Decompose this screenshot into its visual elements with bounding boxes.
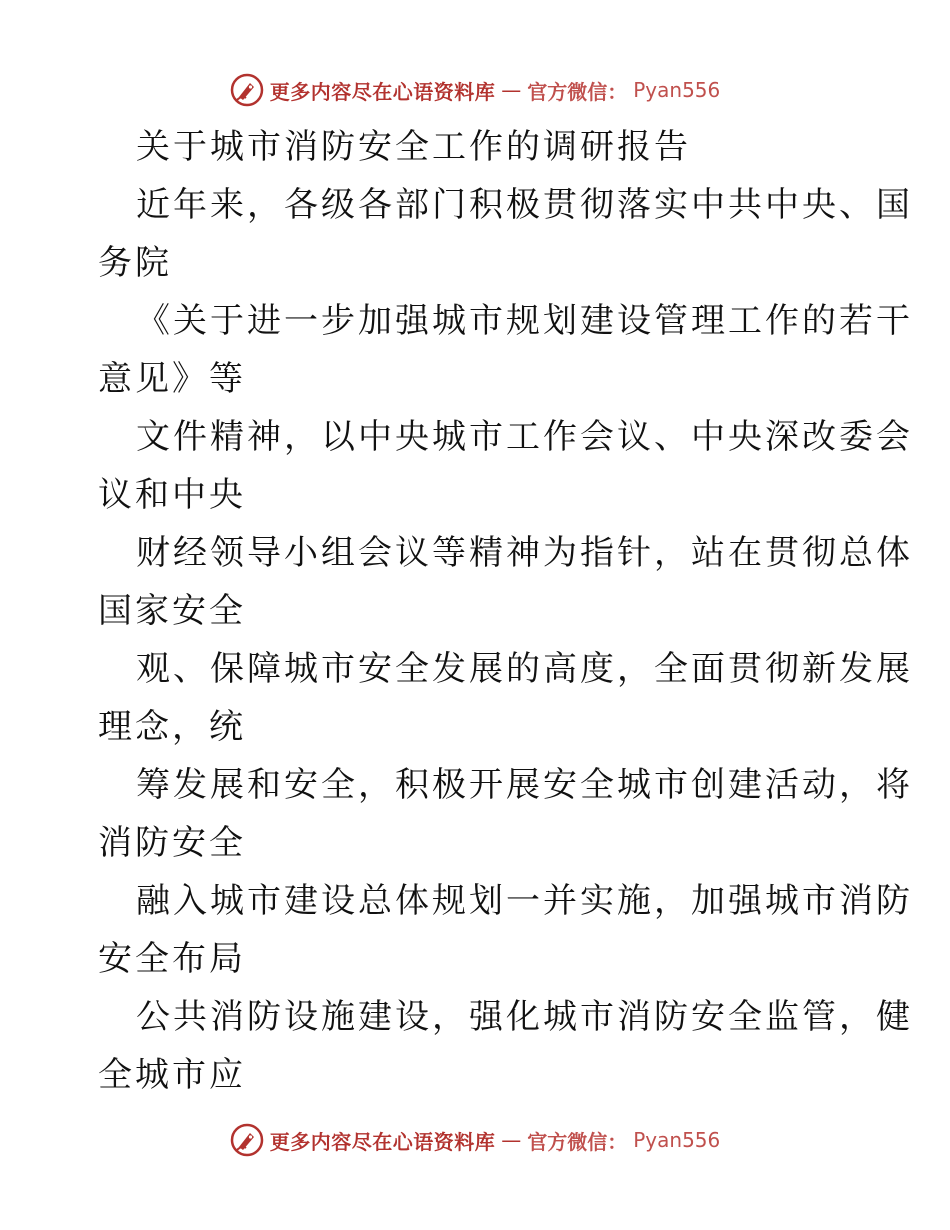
pen-logo-icon <box>230 73 264 107</box>
watermark-text: 更多内容尽在心语资料库 <box>269 1129 496 1154</box>
paragraph-line: 财经领导小组会议等精神为指针，站在贯彻总体 <box>136 533 913 573</box>
paragraph-line: 议和中央 <box>98 475 246 515</box>
paragraph-line: 近年来，各级各部门积极贯彻落实中共中央、国 <box>136 185 913 225</box>
watermark-wechat-label: 官方微信： <box>527 79 628 104</box>
paragraph-line: 文件精神，以中央城市工作会议、中央深改委会 <box>136 417 913 457</box>
pen-logo-icon <box>230 1123 264 1157</box>
header-watermark <box>0 70 950 110</box>
watermark-wechat-label: 官方微信： <box>527 1129 628 1154</box>
watermark-text: 更多内容尽在心语资料库 <box>269 79 496 104</box>
paragraph-line: 理念，统 <box>98 707 246 747</box>
paragraph-line: 融入城市建设总体规划一并实施，加强城市消防 <box>136 881 913 921</box>
document-title: 关于城市消防安全工作的调研报告 <box>136 127 691 167</box>
paragraph-line: 观、保障城市安全发展的高度，全面贯彻新发展 <box>136 649 913 689</box>
document-body <box>98 118 913 1104</box>
paragraph-line: 意见》等 <box>98 359 246 399</box>
paragraph-line: 全城市应 <box>98 1055 246 1095</box>
paragraph-line: 安全布局 <box>98 939 246 979</box>
paragraph-line: 筹发展和安全，积极开展安全城市创建活动，将 <box>136 765 913 805</box>
paragraph-line: 消防安全 <box>98 823 246 863</box>
paragraph-line: 国家安全 <box>98 591 246 631</box>
paragraph-line: 《关于进一步加强城市规划建设管理工作的若干 <box>136 301 913 341</box>
watermark-dash: — <box>501 78 522 102</box>
footer-watermark <box>0 1120 950 1160</box>
paragraph-line: 公共消防设施建设，强化城市消防安全监管，健 <box>136 997 913 1037</box>
watermark-wechat-id: Pyan556 <box>633 78 721 102</box>
watermark-wechat-id: Pyan556 <box>633 1128 721 1152</box>
watermark-dash: — <box>501 1128 522 1152</box>
paragraph-line: 务院 <box>98 243 172 283</box>
